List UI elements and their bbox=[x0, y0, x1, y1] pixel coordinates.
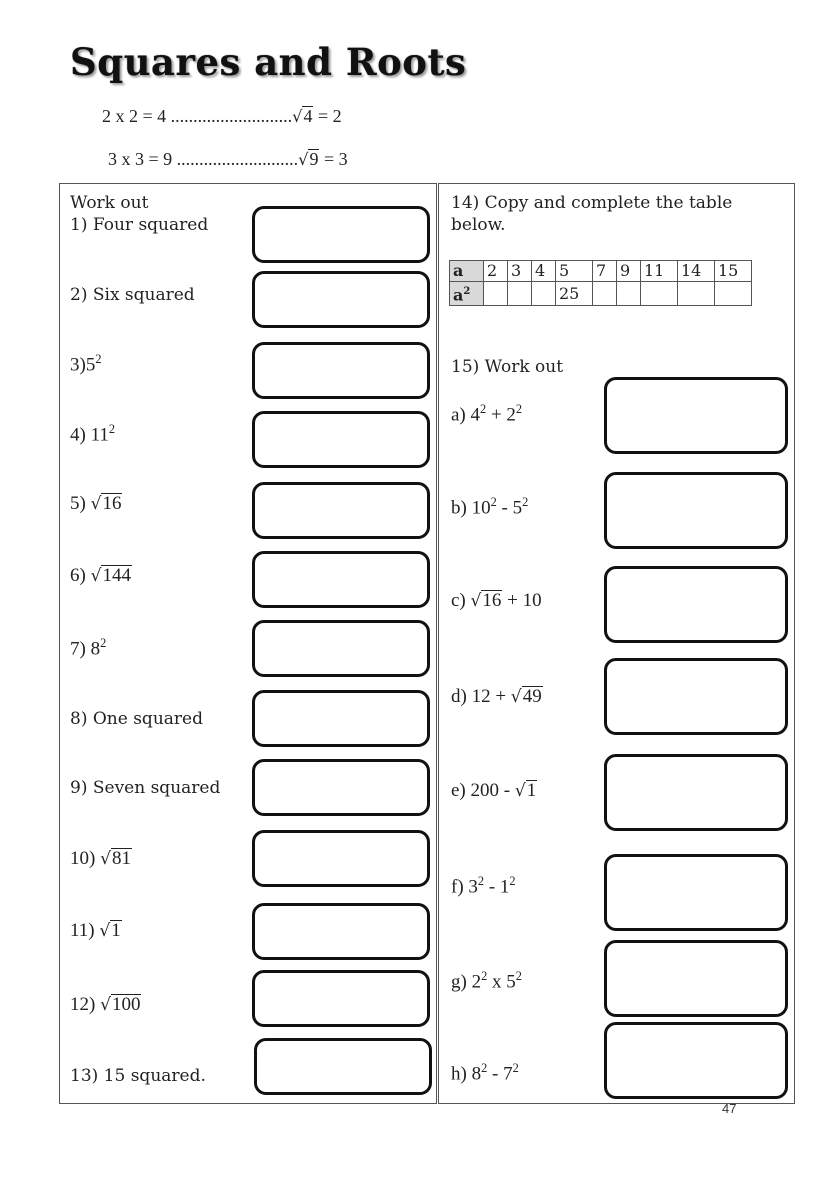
question-number: 6) bbox=[70, 565, 86, 586]
sqrt-icon: √ bbox=[99, 921, 111, 941]
table-header-a: a bbox=[450, 261, 484, 282]
answer-box-15g[interactable] bbox=[604, 940, 788, 1017]
table-cell-input[interactable]: 25 bbox=[556, 282, 593, 306]
question-text: Six squared bbox=[92, 285, 195, 305]
part-label: e) bbox=[451, 780, 466, 801]
table-cell: 3 bbox=[508, 261, 532, 282]
table-header-a-squared bbox=[450, 282, 484, 306]
expr-base: 7 bbox=[503, 1063, 513, 1085]
answer-box-11[interactable] bbox=[252, 903, 430, 960]
question-text: Four squared bbox=[92, 215, 209, 235]
part-label: d) bbox=[451, 686, 467, 707]
answer-box-15a[interactable] bbox=[604, 377, 788, 454]
question-number: 12) bbox=[70, 994, 96, 1015]
expr-operator: + bbox=[486, 404, 507, 426]
answer-box-10[interactable] bbox=[252, 830, 430, 887]
part-label: c) bbox=[451, 590, 466, 611]
table-cell: 9 bbox=[617, 261, 641, 282]
question-exponent: 2 bbox=[95, 352, 102, 366]
question-4 bbox=[70, 422, 115, 446]
table-cell: 14 bbox=[678, 261, 715, 282]
question-radicand: 100 bbox=[111, 994, 141, 1015]
table-cell-input[interactable] bbox=[678, 282, 715, 306]
answer-box-12[interactable] bbox=[252, 970, 430, 1027]
expr-exponent: 2 bbox=[522, 495, 529, 509]
question-base: 11 bbox=[90, 424, 109, 446]
question-exponent: 2 bbox=[100, 636, 107, 650]
table-row-a bbox=[450, 261, 752, 282]
expr-base: 3 bbox=[468, 876, 478, 898]
answer-box-2[interactable] bbox=[252, 271, 430, 328]
question-15h bbox=[451, 1061, 519, 1085]
answer-box-1[interactable] bbox=[252, 206, 430, 263]
answer-box-13[interactable] bbox=[254, 1038, 432, 1095]
table-cell: 2 bbox=[484, 261, 508, 282]
question-2 bbox=[70, 285, 195, 305]
answer-box-15c[interactable] bbox=[604, 566, 788, 643]
expr-before: 12 + bbox=[471, 686, 511, 707]
sqrt-icon: √ bbox=[470, 591, 482, 611]
part-label: h) bbox=[451, 1063, 467, 1085]
table-cell: 15 bbox=[715, 261, 752, 282]
expr-base: 4 bbox=[470, 404, 481, 426]
answer-box-6[interactable] bbox=[252, 551, 430, 608]
table-cell-input[interactable] bbox=[508, 282, 532, 306]
expr-exponent: 2 bbox=[512, 1061, 519, 1075]
question-radicand: 1 bbox=[111, 920, 121, 941]
table-cell: 5 bbox=[556, 261, 593, 282]
expr-operator: - bbox=[496, 497, 513, 519]
question-1 bbox=[70, 215, 208, 235]
question-14-line-1: 14) Copy and complete the table bbox=[451, 193, 733, 213]
expr-exponent: 2 bbox=[515, 969, 522, 983]
question-text: One squared bbox=[92, 709, 203, 729]
expr-radicand: 1 bbox=[526, 780, 537, 801]
example-dots: ........................... bbox=[176, 149, 299, 169]
table-cell-input[interactable] bbox=[617, 282, 641, 306]
expr-radicand: 16 bbox=[482, 590, 502, 611]
question-15-heading: 15) Work out bbox=[451, 357, 564, 377]
question-number: 4) bbox=[70, 424, 86, 446]
table-row-a-squared bbox=[450, 282, 752, 306]
left-panel bbox=[59, 183, 437, 1104]
example-dots: ........................... bbox=[170, 106, 293, 126]
expr-radicand: 49 bbox=[522, 686, 542, 707]
question-15a bbox=[451, 402, 522, 426]
expr-operator: - bbox=[484, 876, 500, 898]
answer-box-3[interactable] bbox=[252, 342, 430, 399]
question-base: 8 bbox=[90, 638, 101, 660]
question-number: 5) bbox=[70, 493, 86, 514]
sqrt-icon: √ bbox=[100, 995, 111, 1015]
answer-box-15e[interactable] bbox=[604, 754, 788, 831]
answer-box-7[interactable] bbox=[252, 620, 430, 677]
sqrt-icon: √ bbox=[100, 849, 111, 869]
answer-box-15d[interactable] bbox=[604, 658, 788, 735]
expr-exponent: 2 bbox=[481, 969, 488, 983]
header-label: a bbox=[453, 285, 464, 305]
expr-base: 1 bbox=[499, 876, 510, 898]
example-line-2 bbox=[108, 149, 348, 170]
example-square: 3 x 3 = 9 bbox=[108, 149, 173, 169]
expr-operator: - bbox=[487, 1063, 504, 1085]
question-3 bbox=[70, 352, 102, 376]
header-exponent: 2 bbox=[463, 286, 471, 297]
table-cell-input[interactable] bbox=[484, 282, 508, 306]
question-text: 15 squared. bbox=[103, 1066, 206, 1086]
work-out-heading: Work out bbox=[70, 193, 149, 213]
question-base: 5 bbox=[85, 354, 96, 376]
right-panel bbox=[438, 183, 795, 1104]
question-number: 10) bbox=[70, 848, 96, 869]
question-number: 2) bbox=[70, 285, 88, 305]
expr-after: + 10 bbox=[502, 590, 542, 611]
question-15f bbox=[451, 874, 516, 898]
part-label: b) bbox=[451, 497, 467, 519]
sqrt-icon: √ bbox=[510, 687, 522, 707]
question-number: 1) bbox=[70, 215, 88, 235]
part-label: a) bbox=[451, 404, 466, 426]
expr-base: 5 bbox=[506, 971, 516, 993]
table-cell: 11 bbox=[641, 261, 678, 282]
question-7 bbox=[70, 636, 106, 660]
table-cell-input[interactable] bbox=[532, 282, 556, 306]
question-15b bbox=[451, 495, 528, 519]
answer-box-5[interactable] bbox=[252, 482, 430, 539]
part-label: g) bbox=[451, 971, 467, 993]
question-number: 9) bbox=[70, 778, 88, 798]
expr-before: 200 - bbox=[470, 780, 515, 801]
question-9 bbox=[70, 778, 220, 798]
question-text: Seven squared bbox=[92, 778, 221, 798]
question-number: 11) bbox=[70, 920, 95, 941]
question-10 bbox=[70, 848, 132, 870]
expr-base: 10 bbox=[471, 497, 491, 519]
expr-base: 5 bbox=[512, 497, 523, 519]
sqrt-icon: √ bbox=[292, 107, 303, 126]
answer-box-8[interactable] bbox=[252, 690, 430, 747]
page-title: Squares and Roots bbox=[70, 40, 467, 84]
question-6 bbox=[70, 565, 132, 587]
expr-exponent: 2 bbox=[490, 495, 497, 509]
question-radicand: 144 bbox=[102, 565, 131, 586]
question-11 bbox=[70, 920, 122, 942]
table-cell-input[interactable] bbox=[641, 282, 678, 306]
expr-exponent: 2 bbox=[480, 402, 487, 416]
question-15c bbox=[451, 590, 542, 612]
answer-box-15f[interactable] bbox=[604, 854, 788, 931]
question-exponent: 2 bbox=[108, 422, 116, 436]
sqrt-icon: √ bbox=[90, 494, 102, 514]
expr-exponent: 2 bbox=[509, 874, 516, 888]
example-radicand: 4 bbox=[303, 106, 313, 126]
squares-table bbox=[449, 260, 752, 306]
answer-box-15b[interactable] bbox=[604, 472, 788, 549]
table-cell: 4 bbox=[532, 261, 556, 282]
expr-base: 8 bbox=[471, 1063, 482, 1085]
question-number: 8) bbox=[70, 709, 88, 729]
question-14-line-2: below. bbox=[451, 215, 506, 235]
example-root-result: = 3 bbox=[323, 149, 348, 169]
expr-base: 2 bbox=[471, 971, 482, 993]
part-label: f) bbox=[451, 876, 464, 898]
example-root-result: = 2 bbox=[317, 106, 342, 126]
example-line-1 bbox=[102, 106, 342, 127]
question-5 bbox=[70, 493, 122, 515]
expr-exponent: 2 bbox=[481, 1061, 488, 1075]
table-cell-input[interactable] bbox=[715, 282, 752, 306]
question-number: 3) bbox=[70, 354, 86, 376]
expr-operator: x bbox=[487, 971, 507, 993]
example-square: 2 x 2 = 4 bbox=[102, 106, 167, 126]
question-radicand: 16 bbox=[102, 493, 122, 514]
answer-box-9[interactable] bbox=[252, 759, 430, 816]
table-cell: 7 bbox=[593, 261, 617, 282]
sqrt-icon: √ bbox=[298, 150, 309, 169]
sqrt-icon: √ bbox=[90, 566, 102, 586]
sqrt-icon: √ bbox=[514, 781, 526, 801]
table-cell-input[interactable] bbox=[593, 282, 617, 306]
page-number: 47 bbox=[722, 1101, 737, 1116]
question-15e bbox=[451, 780, 537, 802]
expr-exponent: 2 bbox=[477, 874, 485, 888]
question-15g bbox=[451, 969, 522, 993]
expr-exponent: 2 bbox=[515, 402, 523, 416]
question-radicand: 81 bbox=[111, 848, 131, 869]
answer-box-4[interactable] bbox=[252, 411, 430, 468]
question-number: 7) bbox=[70, 638, 86, 660]
answer-box-15h[interactable] bbox=[604, 1022, 788, 1099]
question-12 bbox=[70, 994, 141, 1016]
question-15d bbox=[451, 686, 543, 708]
example-radicand: 9 bbox=[309, 149, 319, 169]
question-8 bbox=[70, 709, 203, 729]
expr-base: 2 bbox=[506, 404, 516, 426]
question-13 bbox=[70, 1066, 206, 1086]
question-number: 13) bbox=[70, 1066, 99, 1086]
